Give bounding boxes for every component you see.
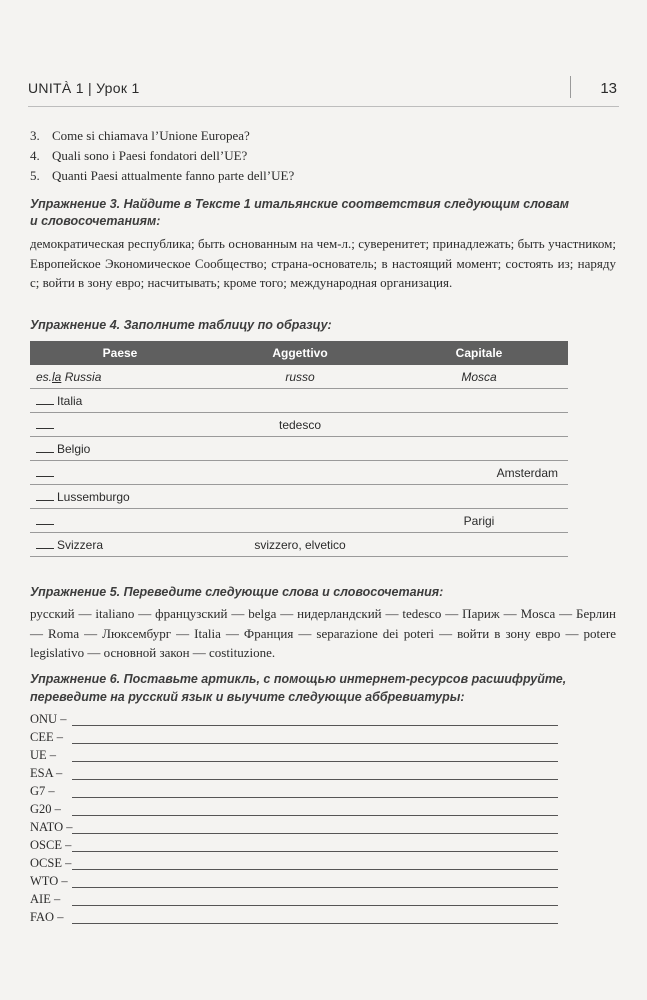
table-header-row	[30, 341, 568, 365]
article-blank[interactable]	[36, 514, 54, 525]
article-blank[interactable]	[36, 442, 54, 453]
aggettivo-cell[interactable]	[210, 461, 390, 485]
aggettivo-cell[interactable]	[210, 389, 390, 413]
exercise-3-title-line2: и словосочетаниям:	[30, 214, 161, 228]
page-number: 13	[600, 80, 617, 97]
question-3: 3. Come si chiamava l’Unione Europea?	[30, 128, 250, 143]
header-capitale: Capitale	[390, 341, 568, 365]
header-divider	[570, 76, 571, 98]
answer-line[interactable]	[72, 923, 558, 924]
exercise-3-body: демократическая республика; быть основанным на чем-л.; суверенитет; принадлежать; быть участником; Европейское Экономическое Сообщество; страна-основатель; в настоящий момент; состоять из; наряду с; войти в зону евро; насчитывать; кроме того; международная организация.	[30, 236, 616, 290]
abbreviation-item: G7 –	[30, 784, 558, 802]
answer-line[interactable]	[72, 743, 558, 744]
exercise-5-body: русский — italiano — французский — belga — нидерландский — tedesco — Париж — Mosca — Берлин — Roma — Люксембург — Italia — Франция — separazione dei poteri — войти в зону евро — potere legislativo — основной закон — costituzione.	[30, 606, 616, 660]
exercise-5-title: Упражнение 5. Переведите следующие слова и словосочетания:	[30, 585, 444, 599]
table-row	[30, 509, 568, 533]
question-4: 4. Quali sono i Paesi fondatori dell’UE?	[30, 148, 248, 163]
capitale-cell[interactable]	[390, 437, 568, 461]
paese-cell[interactable]: Svizzera	[30, 533, 210, 557]
exercise-3-title-line1: Упражнение 3. Найдите в Тексте 1 итальянские соответствия следующим словам	[30, 197, 570, 211]
answer-line[interactable]	[72, 779, 558, 780]
abbreviation-item: CEE –	[30, 730, 558, 748]
table-row	[30, 413, 568, 437]
article-blank[interactable]	[36, 466, 54, 477]
paese-cell[interactable]	[30, 509, 210, 533]
capitale-cell[interactable]	[390, 533, 568, 557]
aggettivo-cell[interactable]	[210, 485, 390, 509]
paese-cell[interactable]	[30, 461, 210, 485]
article-blank[interactable]	[36, 418, 54, 429]
abbreviation-item: FAO –	[30, 910, 558, 928]
answer-line[interactable]	[72, 725, 558, 726]
header-aggettivo: Aggettivo	[210, 341, 390, 365]
abbreviation-item: ESA –	[30, 766, 558, 784]
abbreviation-item: NATO –	[30, 820, 558, 838]
answer-line[interactable]	[72, 887, 558, 888]
table-row	[30, 461, 568, 485]
answer-line[interactable]	[72, 905, 558, 906]
exercise-6-title-line1: Упражнение 6. Поставьте артикль, с помощью интернет-ресурсов расшифруйте,	[30, 672, 567, 686]
abbreviation-item: OSCE –	[30, 838, 558, 856]
table-row	[30, 533, 568, 557]
capitale-cell[interactable]	[390, 413, 568, 437]
paese-cell[interactable]: Italia	[30, 389, 210, 413]
capitale-cell[interactable]	[390, 389, 568, 413]
aggettivo-cell[interactable]: svizzero, elvetico	[210, 533, 390, 557]
exercise-4-title: Упражнение 4. Заполните таблицу по образцу:	[30, 318, 332, 332]
example-aggettivo: russo	[210, 365, 390, 389]
table-row	[30, 437, 568, 461]
example-capitale: Mosca	[390, 365, 568, 389]
capitale-cell[interactable]	[390, 485, 568, 509]
abbreviation-item: ONU –	[30, 712, 558, 730]
header-paese: Paese	[30, 341, 210, 365]
abbreviation-item: AIE –	[30, 892, 558, 910]
abbreviation-item: UE –	[30, 748, 558, 766]
paese-cell[interactable]: Lussemburgo	[30, 485, 210, 509]
article-blank[interactable]	[36, 490, 54, 501]
article-blank[interactable]	[36, 538, 54, 549]
answer-line[interactable]	[72, 851, 558, 852]
answer-line[interactable]	[72, 797, 558, 798]
abbreviation-item: OCSE –	[30, 856, 558, 874]
aggettivo-cell[interactable]: tedesco	[210, 413, 390, 437]
capitale-cell[interactable]: Parigi	[390, 509, 568, 533]
capitale-cell[interactable]: Amsterdam	[390, 461, 568, 485]
table-row	[30, 485, 568, 509]
question-5: 5. Quanti Paesi attualmente fanno parte dell’UE?	[30, 168, 295, 183]
aggettivo-cell[interactable]	[210, 437, 390, 461]
paese-cell[interactable]: Belgio	[30, 437, 210, 461]
countries-table	[30, 341, 568, 557]
abbreviation-item: G20 –	[30, 802, 558, 820]
table-row-example	[30, 365, 568, 389]
article-blank[interactable]	[36, 394, 54, 405]
table-row	[30, 389, 568, 413]
answer-line[interactable]	[72, 833, 558, 834]
answer-line[interactable]	[72, 815, 558, 816]
answer-line[interactable]	[72, 761, 558, 762]
exercise-6-title-line2: переведите на русский язык и выучите следующие аббревиатуры:	[30, 690, 465, 704]
abbreviation-item: WTO –	[30, 874, 558, 892]
answer-line[interactable]	[72, 869, 558, 870]
aggettivo-cell[interactable]	[210, 509, 390, 533]
unit-title: UNITÀ 1 | Урок 1	[28, 80, 140, 96]
example-paese: es.la Russia	[30, 365, 210, 389]
paese-cell[interactable]	[30, 413, 210, 437]
page-header	[28, 76, 619, 107]
